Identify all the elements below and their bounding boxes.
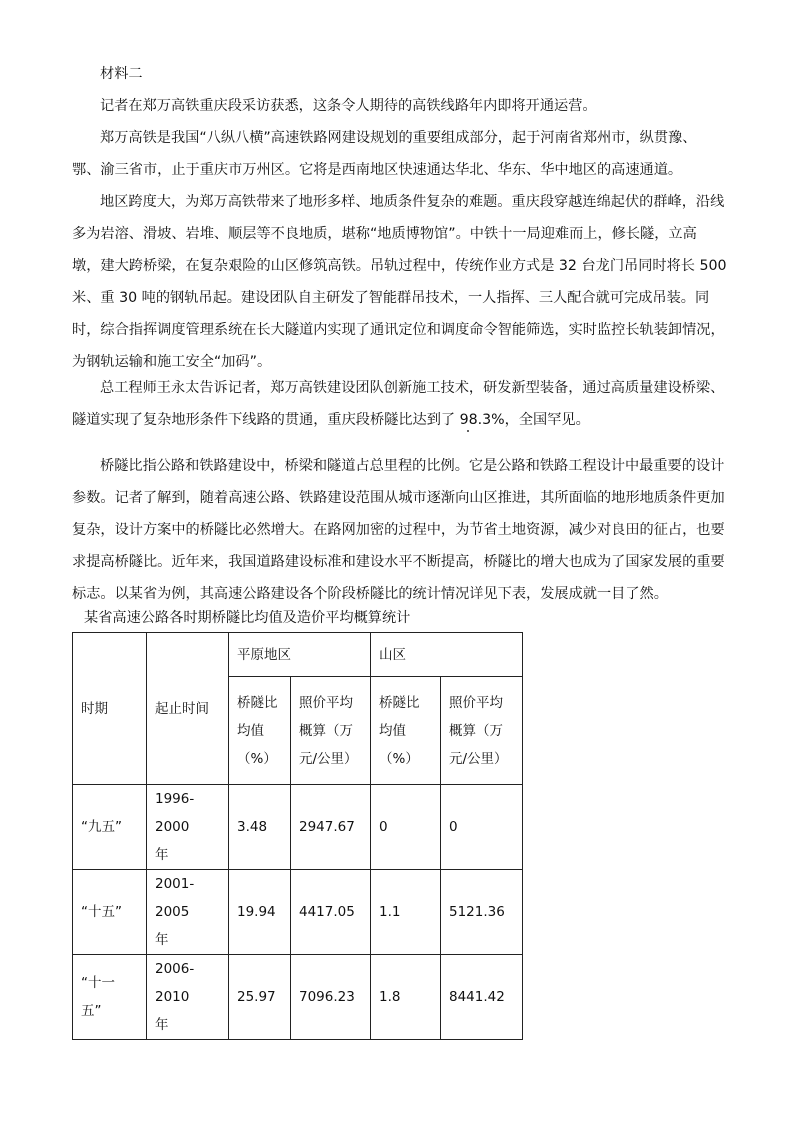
- header-plain: 平原地区: [229, 633, 371, 677]
- header-mountain-ratio: 桥隧比 均值 （%）: [371, 677, 441, 785]
- header-plain-ratio: 桥隧比 均值 （%）: [229, 677, 291, 785]
- header-mountain-cost: 照价平均 概算（万 元/公里）: [441, 677, 523, 785]
- header-time: 起止时间: [147, 633, 229, 785]
- paragraph-line: 米、重 30 吨的钢轨吊起。建设团队自主研发了智能群吊技术，一人指挥、三人配合就可完成吊装。同: [72, 290, 710, 306]
- paragraph-line: 鄂、渝三省市，止于重庆市万州区。它将是西南地区快速通达华北、华东、华中地区的高速通道。: [72, 162, 683, 178]
- cell-period: “九五”: [73, 785, 147, 870]
- stray-mark: [467, 430, 469, 432]
- header-plain-cost: 照价平均 概算（万 元/公里）: [291, 677, 371, 785]
- cell-time: 2006-2010 年: [147, 955, 229, 1040]
- cell-mountain-ratio: 1.1: [371, 870, 441, 955]
- table-caption: 某省高速公路各时期桥隧比均值及造价平均概算统计: [84, 610, 411, 626]
- cell-mountain-cost: 0: [441, 785, 523, 870]
- paragraph-line: 为钢轨运输和施工安全“加码”。: [72, 354, 272, 370]
- cell-time: 1996-2000 年: [147, 785, 229, 870]
- cell-mountain-cost: 8441.42: [441, 955, 523, 1040]
- cell-time: 2001-2005 年: [147, 870, 229, 955]
- paragraph-line: 郑万高铁是我国“八纵八横”高速铁路网建设规划的重要组成部分，起于河南省郑州市，纵贯豫、: [100, 130, 697, 146]
- paragraph-line: 参数。记者了解到，随着高速公路、铁路建设范围从城市逐渐向山区推进，其所面临的地形地质条件更加: [72, 490, 725, 506]
- table-row: [73, 785, 523, 870]
- paragraph-line: 桥隧比指公路和铁路建设中，桥梁和隧道占总里程的比例。它是公路和铁路工程设计中最重要的设计: [100, 458, 725, 474]
- cell-period: “十五”: [73, 870, 147, 955]
- paragraph-line: 隧道实现了复杂地形条件下线路的贯通，重庆段桥隧比达到了 98.3%，全国罕见。: [72, 412, 590, 428]
- paragraph-line: 记者在郑万高铁重庆段采访获悉，这条令人期待的高铁线路年内即将开通运营。: [100, 98, 597, 114]
- paragraph-line: 墩，建大跨桥梁，在复杂艰险的山区修筑高铁。吊轨过程中，传统作业方式是 32 台龙门吊同时将长 500: [72, 258, 727, 274]
- paragraph-line: 多为岩溶、滑坡、岩堆、顺层等不良地质，堪称“地质博物馆”。中铁十一局迎难而上，修长隧，立高: [72, 226, 697, 242]
- cell-plain-ratio: 3.48: [229, 785, 291, 870]
- cell-plain-cost: 2947.67: [291, 785, 371, 870]
- header-mountain: 山区: [371, 633, 523, 677]
- paragraph-line: 地区跨度大，为郑万高铁带来了地形多样、地质条件复杂的难题。重庆段穿越连绵起伏的群峰，沿线: [100, 194, 725, 210]
- cell-plain-ratio: 25.97: [229, 955, 291, 1040]
- cell-mountain-cost: 5121.36: [441, 870, 523, 955]
- stats-table: [72, 632, 523, 1040]
- cell-plain-cost: 7096.23: [291, 955, 371, 1040]
- paragraph-line: 标志。以某省为例，其高速公路建设各个阶段桥隧比的统计情况详见下表，发展成就一目了然。: [72, 586, 668, 602]
- material-title: 材料二: [100, 66, 143, 82]
- cell-mountain-ratio: 1.8: [371, 955, 441, 1040]
- paragraph-line: 复杂，设计方案中的桥隧比必然增大。在路网加密的过程中，为节省土地资源，减少对良田的征占，也要: [72, 522, 725, 538]
- paragraph-line: 求提高桥隧比。近年来，我国道路建设标准和建设水平不断提高，桥隧比的增大也成为了国家发展的重要: [72, 554, 725, 570]
- paragraph-line: 总工程师王永太告诉记者，郑万高铁建设团队创新施工技术，研发新型装备，通过高质量建设桥梁、: [100, 380, 725, 396]
- cell-period: “十一 五”: [73, 955, 147, 1040]
- cell-plain-cost: 4417.05: [291, 870, 371, 955]
- cell-plain-ratio: 19.94: [229, 870, 291, 955]
- table-row: [73, 870, 523, 955]
- header-period: 时期: [73, 633, 147, 785]
- cell-mountain-ratio: 0: [371, 785, 441, 870]
- paragraph-line: 时，综合指挥调度管理系统在长大隧道内实现了通讯定位和调度命令智能筛选，实时监控长轨装卸情况，: [72, 322, 725, 338]
- table-row: [73, 955, 523, 1040]
